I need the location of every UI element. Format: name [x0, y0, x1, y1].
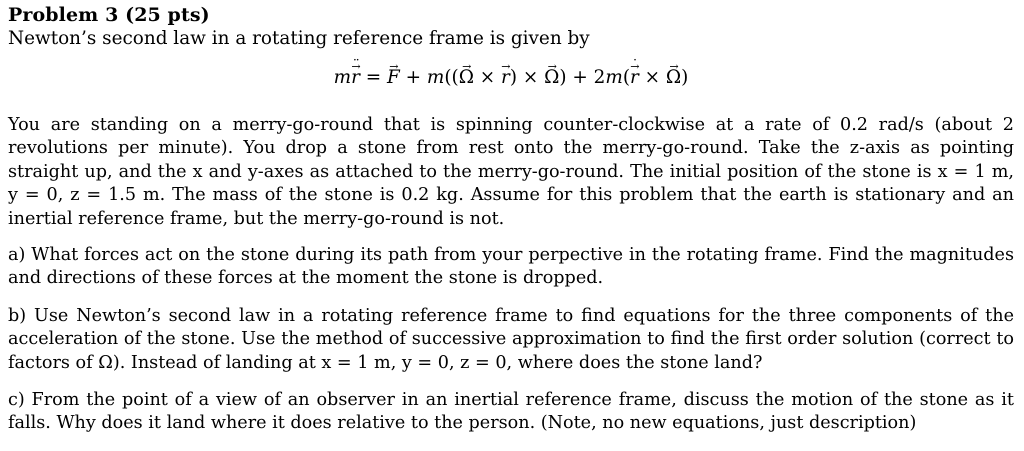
eq-close-3: ): [681, 67, 689, 88]
problem-intro: Newton’s second law in a rotating reference frame is given by: [8, 28, 590, 49]
eq-mass-2: m: [426, 67, 445, 88]
eq-times-2: ×: [638, 67, 666, 88]
problem-page: [8, 0, 1014, 434]
eq-mass: m: [333, 67, 352, 88]
rotating-frame-equation: [8, 53, 1014, 92]
problem-title: Problem 3 (25 pts): [8, 4, 210, 26]
eq-open: ((: [444, 67, 459, 88]
eq-omega-1: Ω →: [459, 64, 474, 92]
eq-close-2: ): [559, 67, 567, 88]
eq-r-dot: r · →: [630, 64, 639, 92]
eq-close-1: ) ×: [509, 67, 545, 88]
eq-times-1: ×: [473, 67, 502, 88]
eq-plus-1: +: [399, 67, 427, 88]
part-c-question: c) From the point of a view of an observer in an inertial reference frame, discuss the motion of the stone as it falls. Why does it land where it does relative to the person. (Note, no new equations, just description): [8, 390, 1014, 434]
part-a-question: a) What forces act on the stone during its path from your perpective in the rotating frame. Find the magnitudes and directions of these forces at the moment the stone is dropped.: [8, 245, 1014, 289]
eq-open-2: (: [622, 67, 631, 88]
eq-omega-2: Ω →: [544, 64, 559, 92]
eq-r-double-dot: r ·· →: [351, 64, 360, 92]
eq-force: F →: [387, 64, 400, 92]
eq-omega-3: Ω →: [666, 64, 681, 92]
eq-mass-3: m: [605, 67, 623, 88]
eq-equals: =: [359, 67, 387, 88]
eq-plus-2: + 2: [566, 67, 606, 88]
eq-r-2: r →: [501, 64, 510, 92]
problem-setup-paragraph: You are standing on a merry-go-round that is spinning counter-clockwise at a rate of 0.2 rad/s (about 2 revolutions per minute). You drop a stone from rest onto the merry-go-round. Take the z-axis as pointing straight up, and the x and y-axes as attached to the merry-go-round. The initial position of the stone is x = 1 m, y = 0, z = 1.5 m. The mass of the stone is 0.2 kg. Assume for this problem that the earth is stationary and an inertial reference frame, but the merry-go-round is not.: [8, 115, 1014, 229]
part-b-question: b) Use Newton’s second law in a rotating reference frame to find equations for the three components of the acceleration of the stone. Use the method of successive approximation to find the first order solution (correct to factors of Ω). Instead of landing at x = 1 m, y = 0, z = 0, where does the stone land?: [8, 306, 1014, 373]
